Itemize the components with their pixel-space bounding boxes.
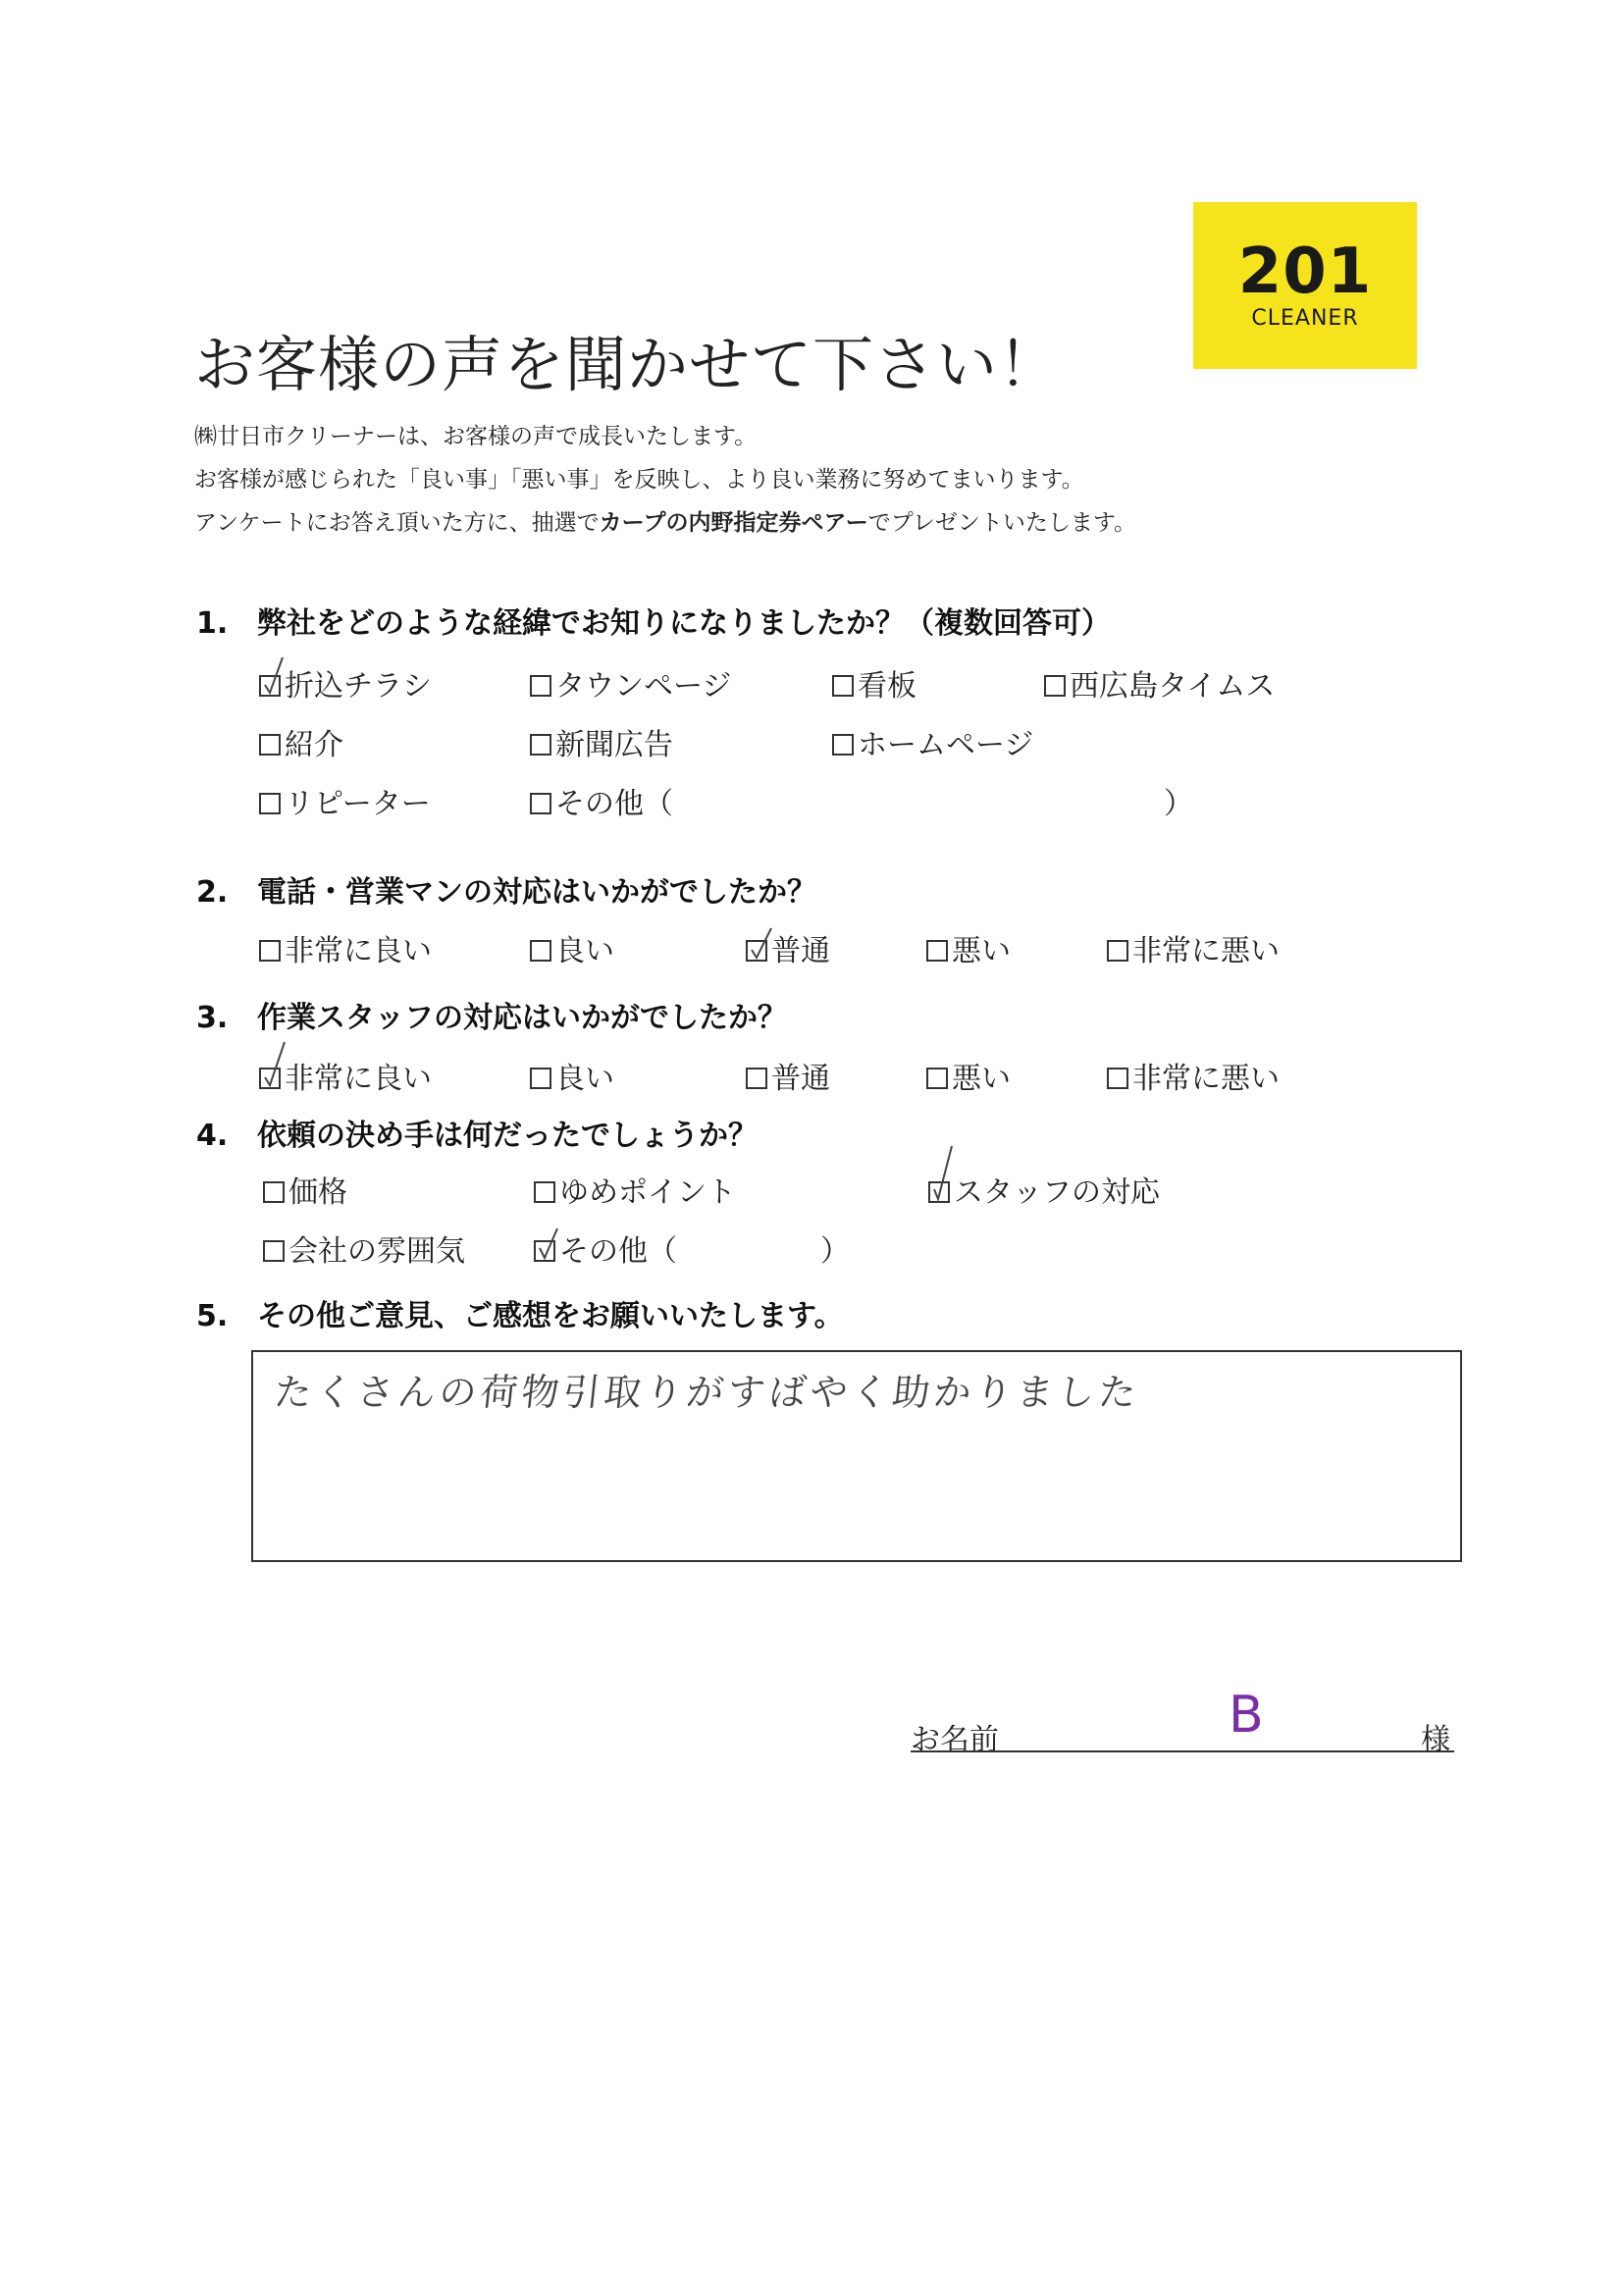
- checkbox[interactable]: [746, 940, 767, 962]
- intro-line-2: お客様が感じられた「良い事」「悪い事」を反映し、より良い業務に努めてまいります。: [194, 467, 1084, 493]
- option-label: 会社の雰囲気: [288, 1234, 465, 1269]
- checkbox[interactable]: [259, 940, 281, 962]
- question-3: [196, 993, 787, 1036]
- checkbox[interactable]: [259, 1068, 281, 1089]
- option-label: タウンページ: [555, 669, 732, 704]
- q2-option-good[interactable]: [530, 926, 614, 969]
- checkbox[interactable]: [259, 793, 281, 814]
- question-5-number: 5.: [196, 1299, 229, 1333]
- q1-option-repeater[interactable]: [259, 779, 431, 822]
- question-5: [196, 1291, 844, 1334]
- q1-option-flyer[interactable]: [259, 661, 432, 704]
- q4-option-other[interactable]: [534, 1226, 677, 1270]
- checkbox[interactable]: [832, 734, 854, 756]
- q1-other-close-paren: ）: [1164, 787, 1193, 821]
- q3-option-bad[interactable]: [926, 1054, 1011, 1097]
- option-label: 非常に良い: [285, 1062, 432, 1096]
- intro-line-3-post: でプレゼントいたします。: [867, 510, 1137, 536]
- checkbox[interactable]: [530, 734, 551, 756]
- name-label: お名前: [911, 1723, 999, 1757]
- check-mark-icon: [932, 1162, 954, 1201]
- q3-option-good[interactable]: [530, 1054, 614, 1097]
- question-3-text: 作業スタッフの対応はいかがでしたか？: [257, 1001, 787, 1035]
- checkbox[interactable]: [530, 1068, 551, 1089]
- q1-option-newspaper[interactable]: [530, 720, 673, 763]
- checkbox[interactable]: [1107, 940, 1128, 962]
- option-label: 普通: [771, 1062, 830, 1096]
- intro-line-3: [194, 504, 1136, 537]
- checkbox[interactable]: [1107, 1068, 1128, 1089]
- logo-number: 201: [1237, 235, 1373, 308]
- q4-option-atmosphere[interactable]: [263, 1226, 465, 1270]
- option-label: スタッフの対応: [954, 1175, 1160, 1210]
- question-1: [196, 599, 1111, 642]
- check-mark-icon: [263, 655, 285, 695]
- check-mark-icon: [538, 1221, 559, 1260]
- honorific-label: 様: [1421, 1723, 1450, 1757]
- q1-option-referral[interactable]: [259, 720, 343, 763]
- option-label: 紹介: [285, 728, 343, 762]
- option-label: その他（: [555, 787, 673, 821]
- option-label: ホームページ: [858, 728, 1034, 762]
- option-label: 非常に悪い: [1132, 1062, 1280, 1096]
- question-4-number: 4.: [196, 1119, 229, 1153]
- checkbox[interactable]: [534, 1240, 555, 1262]
- checkbox[interactable]: [1044, 675, 1066, 697]
- q2-option-very-bad[interactable]: [1107, 926, 1280, 969]
- option-label: 悪い: [952, 934, 1011, 968]
- option-label: 悪い: [952, 1062, 1011, 1096]
- option-label: 折込チラシ: [285, 669, 432, 704]
- checkbox[interactable]: [746, 1068, 767, 1089]
- option-label: 新聞広告: [555, 728, 673, 762]
- q2-option-average[interactable]: [746, 926, 830, 969]
- q1-option-signboard[interactable]: [832, 661, 916, 704]
- q1-option-other[interactable]: [530, 779, 673, 822]
- checkbox[interactable]: [928, 1181, 950, 1203]
- question-3-number: 3.: [196, 1001, 229, 1035]
- option-label: 普通: [771, 934, 830, 968]
- option-label: ゆめポイント: [559, 1175, 736, 1210]
- q4-option-yume-point[interactable]: [534, 1168, 736, 1211]
- checkbox[interactable]: [534, 1181, 555, 1203]
- checkbox[interactable]: [263, 1181, 285, 1203]
- option-label: 看板: [858, 669, 916, 704]
- logo-word: CLEANER: [1251, 306, 1359, 331]
- checkbox[interactable]: [259, 734, 281, 756]
- q2-option-very-good[interactable]: [259, 926, 432, 969]
- option-label: 良い: [555, 1062, 614, 1096]
- question-1-number: 1.: [196, 606, 229, 641]
- option-label: その他（: [559, 1234, 677, 1269]
- intro-line-1: ㈱廿日市クリーナーは、お客様の声で成長いたします。: [194, 424, 758, 449]
- checkbox[interactable]: [926, 940, 948, 962]
- check-mark-icon: [263, 1048, 285, 1087]
- company-logo: [1193, 202, 1417, 369]
- option-label: リピーター: [285, 787, 431, 821]
- question-2-number: 2.: [196, 875, 229, 910]
- checkbox[interactable]: [259, 675, 281, 697]
- option-label: 西広島タイムス: [1070, 669, 1276, 704]
- name-underline: [911, 1750, 1454, 1752]
- comment-text: たくさんの荷物引取りがすばやく助かりました: [272, 1371, 1142, 1414]
- checkbox[interactable]: [263, 1240, 285, 1262]
- q4-option-price[interactable]: [263, 1168, 347, 1211]
- name-value[interactable]: B: [1229, 1686, 1264, 1745]
- intro-prize: カープの内野指定券ペアー: [599, 510, 868, 536]
- checkbox[interactable]: [832, 675, 854, 697]
- page-title: お客様の声を聞かせて下さい！: [194, 329, 1061, 400]
- intro-line-3-pre: アンケートにお答え頂いた方に、抽選で: [194, 510, 600, 536]
- q1-option-homepage[interactable]: [832, 720, 1033, 763]
- checkbox[interactable]: [926, 1068, 948, 1089]
- q3-option-average[interactable]: [746, 1054, 830, 1097]
- question-5-text: その他ご意見、ご感想をお願いいたします。: [257, 1299, 844, 1333]
- option-label: 非常に悪い: [1132, 934, 1280, 968]
- option-label: 非常に良い: [285, 934, 432, 968]
- question-4: [196, 1111, 758, 1154]
- question-4-text: 依頼の決め手は何だったでしょうか？: [257, 1119, 758, 1153]
- check-mark-icon: [750, 920, 771, 960]
- q4-option-staff[interactable]: [928, 1168, 1160, 1211]
- question-2-text: 電話・営業マンの対応はいかがでしたか？: [257, 875, 816, 910]
- q4-other-close-paren: ）: [820, 1234, 850, 1269]
- q3-option-very-good[interactable]: [259, 1054, 432, 1097]
- checkbox[interactable]: [530, 940, 551, 962]
- q2-option-bad[interactable]: [926, 926, 1011, 969]
- checkbox[interactable]: [530, 675, 551, 697]
- q3-option-very-bad[interactable]: [1107, 1054, 1280, 1097]
- q1-option-times[interactable]: [1044, 661, 1275, 704]
- q1-option-townpage[interactable]: [530, 661, 731, 704]
- option-label: 良い: [555, 934, 614, 968]
- option-label: 価格: [288, 1175, 347, 1210]
- question-1-text: 弊社をどのような経緯でお知りになりましたか？（複数回答可）: [257, 606, 1111, 641]
- checkbox[interactable]: [530, 793, 551, 814]
- question-2: [196, 867, 816, 911]
